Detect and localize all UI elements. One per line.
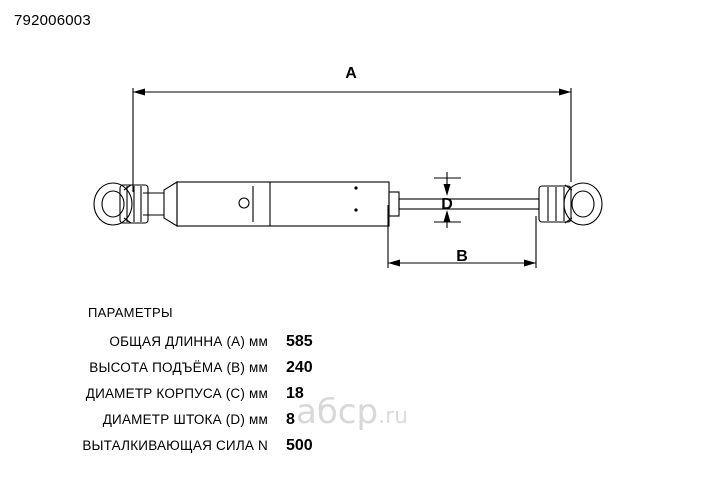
body-dot-upper: [354, 186, 357, 189]
dim-d-arrow-top: [444, 184, 451, 196]
left-eyelet-ring: [94, 183, 132, 225]
specification-table: [40, 305, 370, 463]
spec-row: [40, 411, 370, 429]
spec-value: 240: [286, 359, 313, 376]
spec-value: 500: [286, 437, 313, 454]
spec-row: [40, 385, 370, 403]
dim-b-arrow-left: [388, 260, 400, 267]
dim-a-arrow-right: [559, 89, 571, 96]
spec-value: 8: [286, 411, 295, 428]
spec-label: ОБЩАЯ ДЛИННА (A) мм: [109, 334, 268, 349]
watermark-text: абср: [296, 392, 379, 432]
spec-label: ДИАМЕТР КОРПУСА (C) мм: [85, 386, 268, 401]
right-eyelet-hole: [572, 191, 594, 217]
spec-label: ВЫСОТА ПОДЪЁМА (B) мм: [89, 360, 268, 375]
spec-value: 18: [286, 385, 304, 402]
cylinder-left-taper: [164, 182, 177, 226]
spec-value: 585: [286, 333, 313, 350]
spec-label: ВЫТАЛКИВАЮЩАЯ СИЛА N: [82, 438, 268, 453]
left-eyelet-hole: [102, 191, 124, 217]
dim-label-d: D: [441, 196, 453, 213]
part-number: 792006003: [14, 12, 91, 29]
dim-label-a: A: [345, 65, 357, 82]
spec-label: ДИАМЕТР ШТОКА (D) мм: [102, 412, 268, 427]
body-mark-circle: [239, 198, 249, 208]
spec-table-title: ПАРАМЕТРЫ: [88, 305, 173, 320]
dim-label-b: B: [456, 248, 468, 265]
rod-seal: [389, 192, 399, 216]
left-neck: [143, 193, 164, 215]
piston-rod: [399, 199, 539, 209]
spec-row: [40, 359, 370, 377]
right-eyelet-collar: [539, 186, 571, 222]
dim-a-arrow-left: [133, 89, 145, 96]
body-dot-lower: [354, 208, 357, 211]
spec-row: [40, 437, 370, 455]
right-eyelet-ring: [564, 183, 602, 225]
dim-b-arrow-right: [524, 260, 536, 267]
spec-row: [40, 333, 370, 351]
watermark-suffix: .ru: [378, 404, 409, 429]
